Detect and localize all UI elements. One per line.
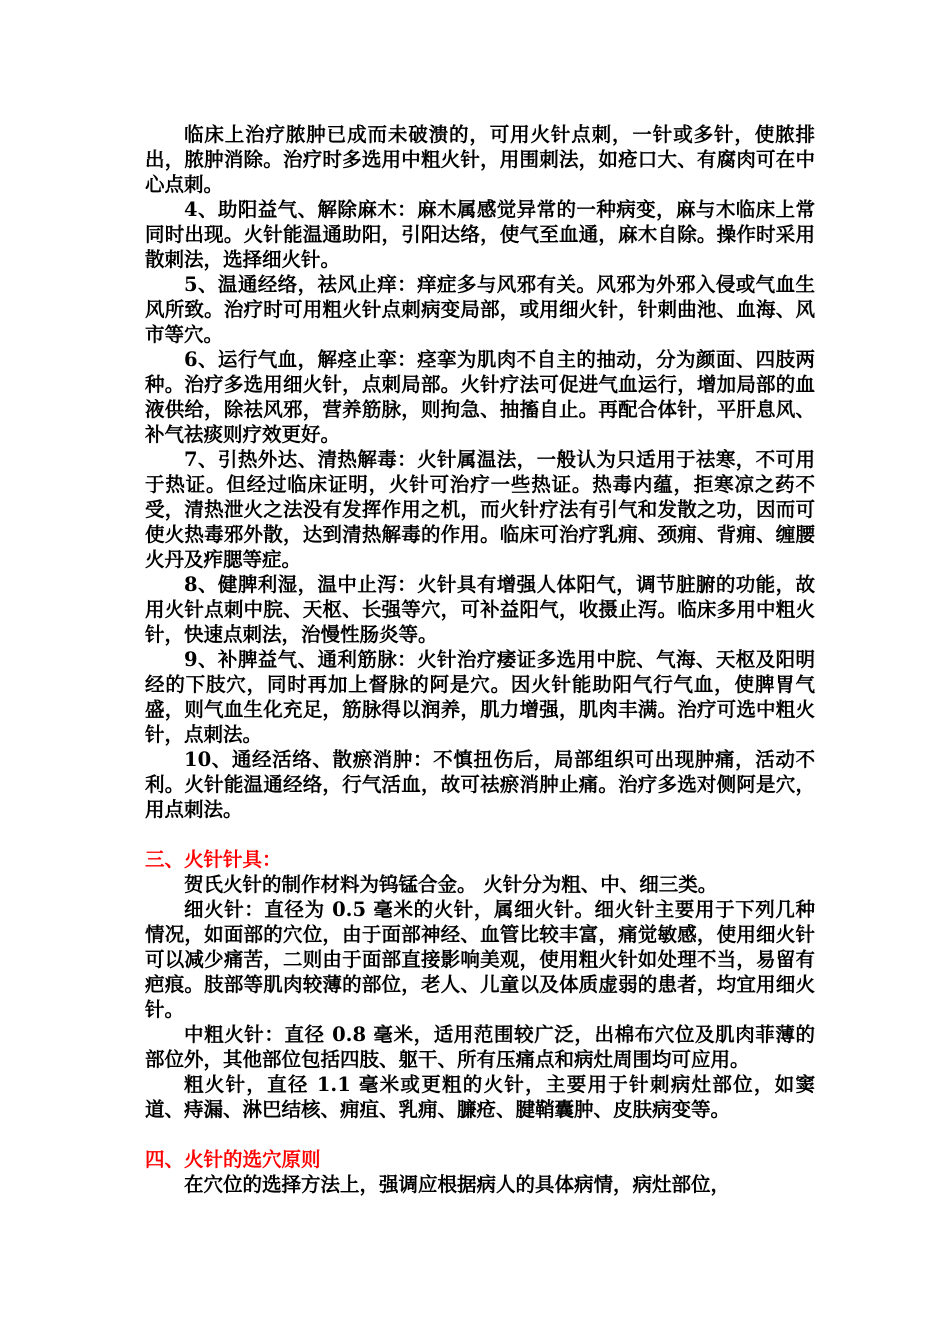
paragraph-item-10: 10、通经活络、散瘀消肿：不慎扭伤后，局部组织可出现肿痛，活动不利。火针能温通经络，行气活血，故可祛瘀消肿止痛。治疗多选对侧阿是穴，用点刺法。 (145, 748, 815, 821)
paragraph-item-8: 8、健脾利湿，温中止泻：火针具有增强人体阳气，调节脏腑的功能，故用火针点刺中脘、天枢、长强等穴，可补益阳气，收摄止泻。临床多用中粗火针，快速点刺法，治慢性肠炎等。 (145, 573, 815, 646)
paragraph-needle-material: 贺氏火针的制作材料为钨锰合金。 火针分为粗、中、细三类。 (184, 873, 718, 896)
paragraph-thick-needle: 粗火针，直径 1.1 毫米或更粗的火针，主要用于针刺病灶部位，如窦道、痔漏、淋巴结核、痈疽、乳痈、臁疮、腱鞘囊肿、皮肤病变等。 (145, 1073, 815, 1121)
paragraph-point-selection: 在穴位的选择方法上，强调应根据病人的具体病情，病灶部位， (184, 1173, 731, 1196)
paragraph-item-4: 4、助阳益气、解除麻木：麻木属感觉异常的一种病变，麻与木临床上常同时出现。火针能温通助阳，引阳达络，使气至血通，麻木自除。操作时采用散刺法，选择细火针。 (145, 198, 815, 271)
paragraph-item-7: 7、引热外达、清热解毒：火针属温法，一般认为只适用于祛寒，不可用于热证。但经过临床证明，火针可治疗一些热证。热毒内蕴，拒寒凉之药不受，清热泄火之法没有发挥作用之机，而火针疗法有引气和发散之功，因而可使火热毒邪外散，达到清热解毒的作用。临床可治疗乳痈、颈痈、背痈、缠腰火丹及痄腮等症。 (145, 448, 815, 571)
paragraph-item-9: 9、补脾益气、通利筋脉：火针治疗痿证多选用中脘、气海、天枢及阳明经的下肢穴，同时再加上督脉的阿是穴。因火针能助阳气行气血，使脾胃气盛，则气血生化充足，筋脉得以润养，肌力增强，肌肉丰满。治疗可选中粗火针，点刺法。 (145, 648, 815, 746)
section-heading-point-selection: 四、火针的选穴原则 (145, 1148, 321, 1171)
section-heading-needle-tools: 三、火针针具： (145, 848, 282, 871)
document-page (145, 122, 815, 1197)
paragraph-abscess: 临床上治疗脓肿已成而未破溃的，可用火针点刺，一针或多针，使脓排出，脓肿消除。治疗时多选用中粗火针，用围刺法，如疮口大、有腐肉可在中心点刺。 (145, 123, 815, 196)
paragraph-medium-needle: 中粗火针：直径 0.8 毫米，适用范围较广泛，出棉布穴位及肌肉菲薄的部位外，其他部位包括四肢、躯干、所有压痛点和病灶周围均可应用。 (145, 1023, 815, 1071)
paragraph-item-5: 5、温通经络，祛风止痒：痒症多与风邪有关。风邪为外邪入侵或气血生风所致。治疗时可用粗火针点刺病变局部，或用细火针，针刺曲池、血海、风市等穴。 (145, 273, 815, 346)
paragraph-item-6: 6、运行气血，解痉止挛：痉挛为肌肉不自主的抽动，分为颜面、四肢两种。治疗多选用细火针，点刺局部。火针疗法可促进气血运行，增加局部的血液供给，除祛风邪，营养筋脉，则拘急、抽搐自止。再配合体针，平肝息风、补气祛痰则疗效更好。 (145, 348, 815, 446)
spacer (145, 822, 815, 847)
spacer (145, 1122, 815, 1147)
paragraph-fine-needle: 细火针：直径为 0.5 毫米的火针，属细火针。细火针主要用于下列几种情况，如面部的穴位，由于面部神经、血管比较丰富，痛觉敏感，使用细火针可以减少痛苦，二则由于面部直接影响美观，使用粗火针如处理不当，易留有疤痕。肢部等肌肉较薄的部位，老人、儿童以及体质虚弱的患者，均宜用细火针。 (145, 898, 815, 1021)
